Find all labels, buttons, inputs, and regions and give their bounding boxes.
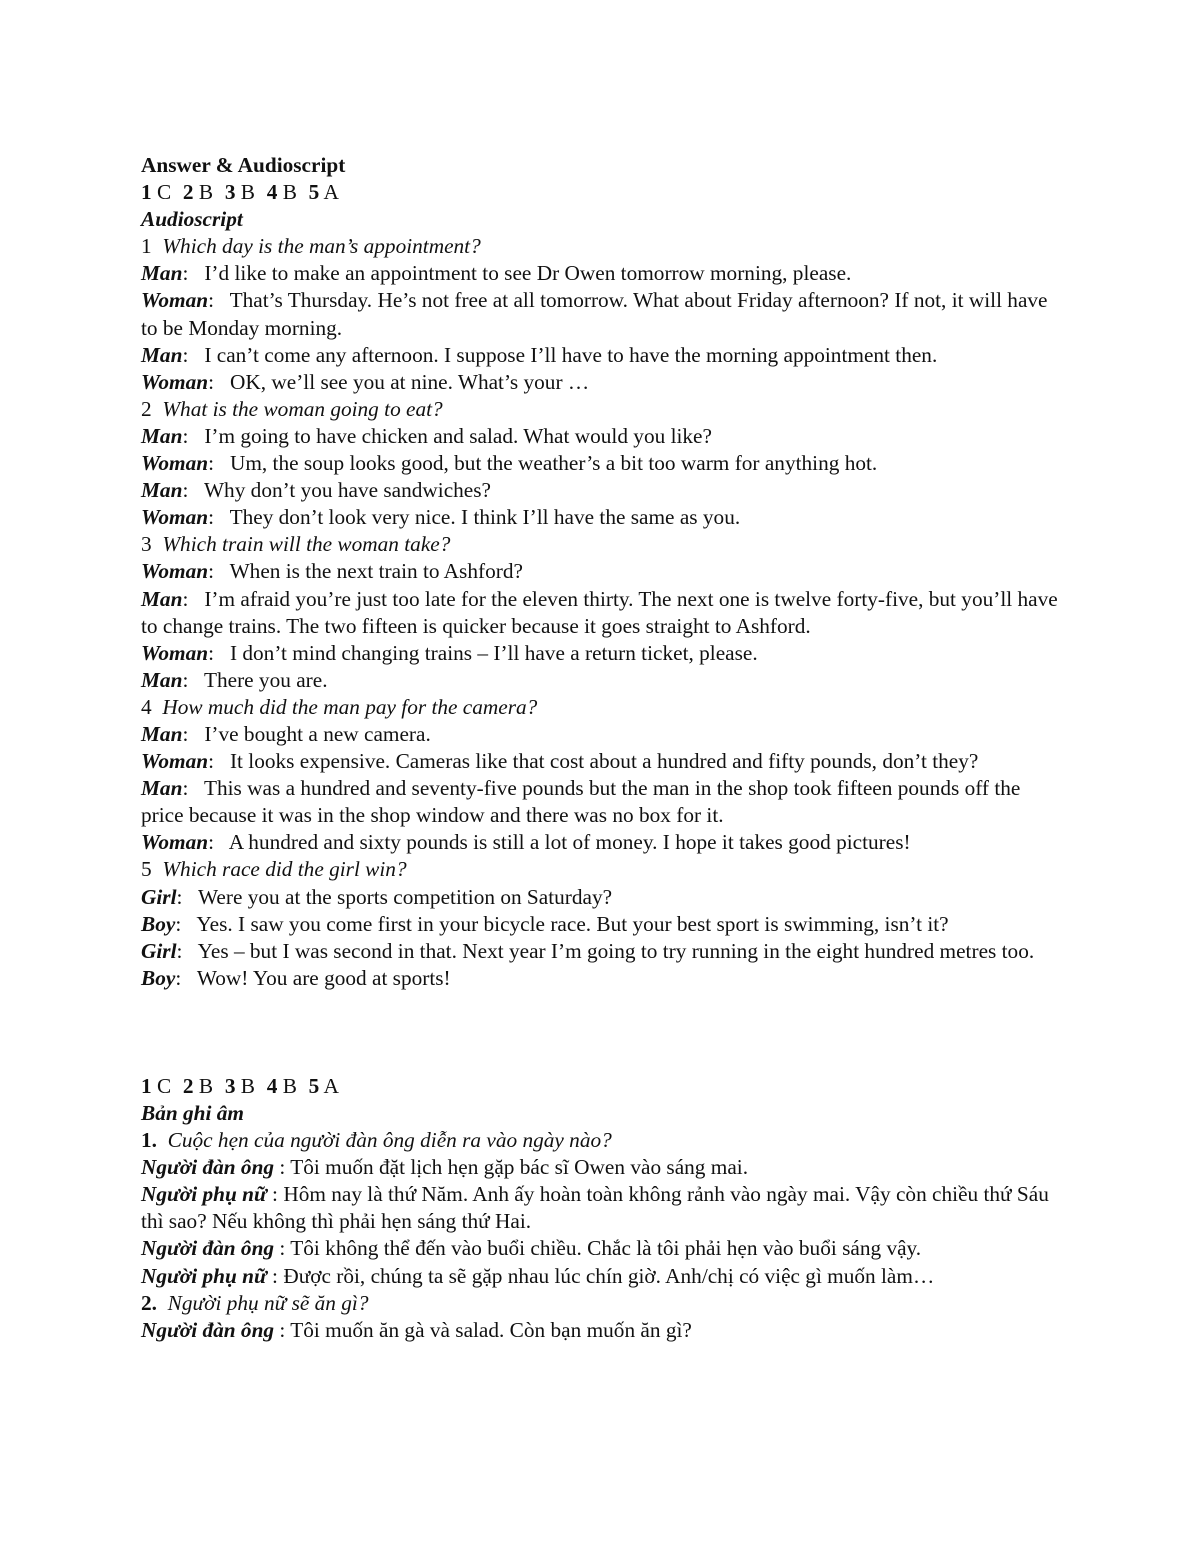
question-text: What is the woman going to eat? bbox=[162, 396, 443, 421]
speaker-label: Man bbox=[141, 721, 183, 746]
speaker-label: Woman bbox=[141, 749, 209, 774]
dialogue-text: There you are. bbox=[203, 667, 328, 692]
speaker-label: Woman bbox=[141, 830, 209, 855]
document-body bbox=[141, 152, 1066, 1344]
dialogue-text: Why don’t you have sandwiches? bbox=[203, 478, 491, 503]
answer-letter: B bbox=[240, 1073, 256, 1098]
speaker-label: Man bbox=[141, 342, 183, 367]
speaker-label: Girl bbox=[141, 884, 177, 909]
answer-letter: A bbox=[323, 1073, 339, 1098]
answer-letter: B bbox=[240, 180, 256, 205]
dialogue-line: Woman: It looks expensive. Cameras like that cost about a hundred and fifty pounds, don’t they? bbox=[141, 749, 979, 774]
speaker-label: Woman bbox=[141, 559, 209, 584]
answer-number: 1 bbox=[141, 180, 152, 205]
dialogue-line: Man: I’ve bought a new camera. bbox=[141, 721, 431, 746]
speaker-label: Woman bbox=[141, 505, 209, 530]
dialogue-line: Woman: They don’t look very nice. I think I’ll have the same as you. bbox=[141, 505, 741, 530]
dialogue-text: This was a hundred and seventy-five pounds but the man in the shop took fifteen pounds off the price because it was in the shop window and there was no box for it. bbox=[141, 776, 1021, 828]
question-number: 1 bbox=[141, 234, 152, 259]
dialogue-text: Yes – but I was second in that. Next year I’m going to try running in the eight hundred metres too. bbox=[197, 938, 1035, 963]
dialogue-line: Woman: That’s Thursday. He’s not free at all tomorrow. What about Friday afternoon? If not, it will have to be Monday morning. bbox=[141, 288, 1048, 340]
answer-letter: B bbox=[282, 180, 297, 205]
dialogue-text: Yes. I saw you come first in your bicycle race. But your best sport is swimming, isn’t it? bbox=[196, 911, 949, 936]
answer-number: 3 bbox=[224, 1073, 236, 1098]
dialogue-line: Người đàn ông : Tôi muốn đặt lịch hẹn gặp bác sĩ Owen vào sáng mai. bbox=[141, 1155, 749, 1180]
dialogue-line: Người phụ nữ : Được rồi, chúng ta sẽ gặp nhau lúc chín giờ. Anh/chị có việc gì muốn làm… bbox=[141, 1263, 935, 1288]
dialogue-text: Được rồi, chúng ta sẽ gặp nhau lúc chín giờ. Anh/chị có việc gì muốn làm… bbox=[283, 1263, 935, 1288]
speaker-label: Người đàn ông bbox=[141, 1236, 275, 1261]
dialogue-text: A hundred and sixty pounds is still a lot of money. I hope it takes good pictures! bbox=[228, 830, 911, 855]
question-text: Người phụ nữ sẽ ăn gì? bbox=[167, 1290, 369, 1315]
dialogue-line: Woman: When is the next train to Ashford? bbox=[141, 559, 523, 584]
dialogue-line: Girl: Were you at the sports competition on Saturday? bbox=[141, 884, 613, 909]
answer-number: 3 bbox=[224, 180, 236, 205]
dialogue-text: They don’t look very nice. I think I’ll have the same as you. bbox=[229, 505, 741, 530]
dialogue-text: I’m going to have chicken and salad. What would you like? bbox=[204, 423, 712, 448]
dialogue-text: When is the next train to Ashford? bbox=[229, 559, 523, 584]
answer-letter: B bbox=[198, 1073, 214, 1098]
speaker-label: Boy bbox=[141, 911, 176, 936]
dialogue-line: Người phụ nữ : Hôm nay là thứ Năm. Anh ấy hoàn toàn không rảnh vào ngày mai. Vậy còn chiều thứ Sáu thì sao? Nếu không thì phải hẹn sáng thứ Hai. bbox=[141, 1182, 1049, 1234]
dialogue-line: Boy: Yes. I saw you come first in your bicycle race. But your best sport is swimming, isn’t it? bbox=[141, 911, 949, 936]
dialogue-text: Wow! You are good at sports! bbox=[196, 965, 451, 990]
speaker-label: Woman bbox=[141, 640, 209, 665]
question-text: How much did the man pay for the camera? bbox=[162, 694, 538, 719]
question-line bbox=[141, 531, 1066, 558]
question-number: 1. bbox=[141, 1128, 157, 1153]
dialogue-line: Man: Why don’t you have sandwiches? bbox=[141, 478, 491, 503]
speaker-label: Man bbox=[141, 261, 183, 286]
question-line bbox=[141, 1290, 1066, 1317]
dialogue-line: Woman: I don’t mind changing trains – I’ll have a return ticket, please. bbox=[141, 640, 758, 665]
question-line bbox=[141, 856, 1066, 883]
answer-number: 4 bbox=[266, 1073, 278, 1098]
dialogue-text: OK, we’ll see you at nine. What’s your … bbox=[229, 369, 590, 394]
audioscript-vietnamese bbox=[141, 1127, 1066, 1344]
section-subtitle-vi: Bản ghi âm bbox=[141, 1101, 244, 1125]
speaker-label: Girl bbox=[141, 938, 177, 963]
speaker-label: Man bbox=[141, 776, 183, 801]
dialogue-text: Were you at the sports competition on Saturday? bbox=[198, 884, 613, 909]
answer-number: 2 bbox=[182, 180, 194, 205]
dialogue-text: Hôm nay là thứ Năm. Anh ấy hoàn toàn không rảnh vào ngày mai. Vậy còn chiều thứ Sáu thì sao? Nếu không thì phải hẹn sáng thứ Hai. bbox=[141, 1182, 1049, 1234]
dialogue-text: I can’t come any afternoon. I suppose I’ll have to have the morning appointment then. bbox=[204, 342, 938, 367]
dialogue-text: Tôi không thể đến vào buổi chiều. Chắc là tôi phải hẹn vào buổi sáng vậy. bbox=[290, 1236, 922, 1261]
question-number: 2. bbox=[141, 1290, 157, 1315]
question-number: 5 bbox=[141, 857, 152, 882]
speaker-label: Man bbox=[141, 423, 183, 448]
question-number: 4 bbox=[141, 694, 152, 719]
question-number: 3 bbox=[141, 532, 152, 557]
dialogue-line: Woman: Um, the soup looks good, but the weather’s a bit too warm for anything hot. bbox=[141, 451, 878, 476]
speaker-label: Người phụ nữ bbox=[141, 1263, 267, 1288]
answer-key bbox=[141, 179, 1066, 206]
dialogue-text: Um, the soup looks good, but the weather’s a bit too warm for anything hot. bbox=[229, 451, 878, 476]
question-line bbox=[141, 694, 1066, 721]
dialogue-line: Woman: OK, we’ll see you at nine. What’s your … bbox=[141, 369, 590, 394]
answer-number: 1 bbox=[141, 1073, 152, 1098]
question-line bbox=[141, 1127, 1066, 1154]
dialogue-line: Người đàn ông : Tôi không thể đến vào buổi chiều. Chắc là tôi phải hẹn vào buổi sáng vậy. bbox=[141, 1236, 922, 1261]
dialogue-line: Woman: A hundred and sixty pounds is still a lot of money. I hope it takes good pictures! bbox=[141, 830, 911, 855]
dialogue-line: Girl: Yes – but I was second in that. Next year I’m going to try running in the eight hundred metres too. bbox=[141, 938, 1035, 963]
question-number: 2 bbox=[141, 396, 152, 421]
answer-letter: C bbox=[156, 1073, 172, 1098]
audioscript-english bbox=[141, 233, 1066, 992]
answer-letter: B bbox=[198, 180, 214, 205]
dialogue-line: Boy: Wow! You are good at sports! bbox=[141, 965, 451, 990]
section-subtitle: Audioscript bbox=[141, 207, 243, 232]
speaker-label: Người đàn ông bbox=[141, 1155, 275, 1180]
speaker-label: Woman bbox=[141, 288, 209, 313]
question-text: Which day is the man’s appointment? bbox=[162, 234, 481, 259]
answer-letter: B bbox=[282, 1073, 297, 1098]
question-text: Which train will the woman take? bbox=[162, 532, 451, 557]
answer-number: 4 bbox=[266, 180, 278, 205]
speaker-label: Man bbox=[141, 478, 183, 503]
dialogue-line: Man: There you are. bbox=[141, 667, 328, 692]
dialogue-text: Tôi muốn ăn gà và salad. Còn bạn muốn ăn gì? bbox=[290, 1317, 692, 1342]
dialogue-text: Tôi muốn đặt lịch hẹn gặp bác sĩ Owen vào sáng mai. bbox=[290, 1155, 749, 1180]
speaker-label: Người phụ nữ bbox=[141, 1182, 267, 1207]
page-title: Answer & Audioscript bbox=[141, 153, 346, 177]
speaker-label: Woman bbox=[141, 369, 209, 394]
answer-number: 5 bbox=[308, 180, 320, 205]
dialogue-text: I’ve bought a new camera. bbox=[204, 721, 431, 746]
speaker-label: Man bbox=[141, 586, 183, 611]
speaker-label: Man bbox=[141, 667, 183, 692]
answer-key-vi bbox=[141, 1073, 1066, 1100]
question-text: Cuộc hẹn của người đàn ông diễn ra vào ngày nào? bbox=[167, 1128, 612, 1153]
dialogue-line: Man: This was a hundred and seventy-five pounds but the man in the shop took fifteen pounds off the price because it was in the shop window and there was no box for it. bbox=[141, 776, 1021, 828]
speaker-label: Người đàn ông bbox=[141, 1317, 275, 1342]
dialogue-text: I’m afraid you’re just too late for the eleven thirty. The next one is twelve forty-five, but you’ll have to change trains. The two fifteen is quicker because it goes straight to Ashford. bbox=[141, 586, 1058, 638]
question-line bbox=[141, 233, 1066, 260]
dialogue-line: Man: I’d like to make an appointment to see Dr Owen tomorrow morning, please. bbox=[141, 261, 852, 286]
speaker-label: Woman bbox=[141, 451, 209, 476]
speaker-label: Boy bbox=[141, 965, 176, 990]
dialogue-text: I don’t mind changing trains – I’ll have a return ticket, please. bbox=[229, 640, 758, 665]
question-line bbox=[141, 396, 1066, 423]
dialogue-text: That’s Thursday. He’s not free at all tomorrow. What about Friday afternoon? If not, it will have to be Monday morning. bbox=[141, 288, 1048, 340]
dialogue-line: Người đàn ông : Tôi muốn ăn gà và salad. Còn bạn muốn ăn gì? bbox=[141, 1317, 692, 1342]
dialogue-line: Man: I’m going to have chicken and salad. What would you like? bbox=[141, 423, 712, 448]
answer-number: 5 bbox=[308, 1073, 320, 1098]
answer-number: 2 bbox=[182, 1073, 194, 1098]
dialogue-text: I’d like to make an appointment to see Dr Owen tomorrow morning, please. bbox=[204, 261, 852, 286]
dialogue-line: Man: I’m afraid you’re just too late for the eleven thirty. The next one is twelve forty-five, but you’ll have to change trains. The two fifteen is quicker because it goes straight to Ashford. bbox=[141, 586, 1058, 638]
section-spacer bbox=[141, 992, 1066, 1073]
dialogue-text: It looks expensive. Cameras like that cost about a hundred and fifty pounds, don’t they? bbox=[229, 749, 979, 774]
question-text: Which race did the girl win? bbox=[162, 857, 407, 882]
answer-letter: C bbox=[156, 180, 172, 205]
answer-letter: A bbox=[323, 180, 339, 205]
dialogue-line: Man: I can’t come any afternoon. I suppose I’ll have to have the morning appointment then. bbox=[141, 342, 938, 367]
